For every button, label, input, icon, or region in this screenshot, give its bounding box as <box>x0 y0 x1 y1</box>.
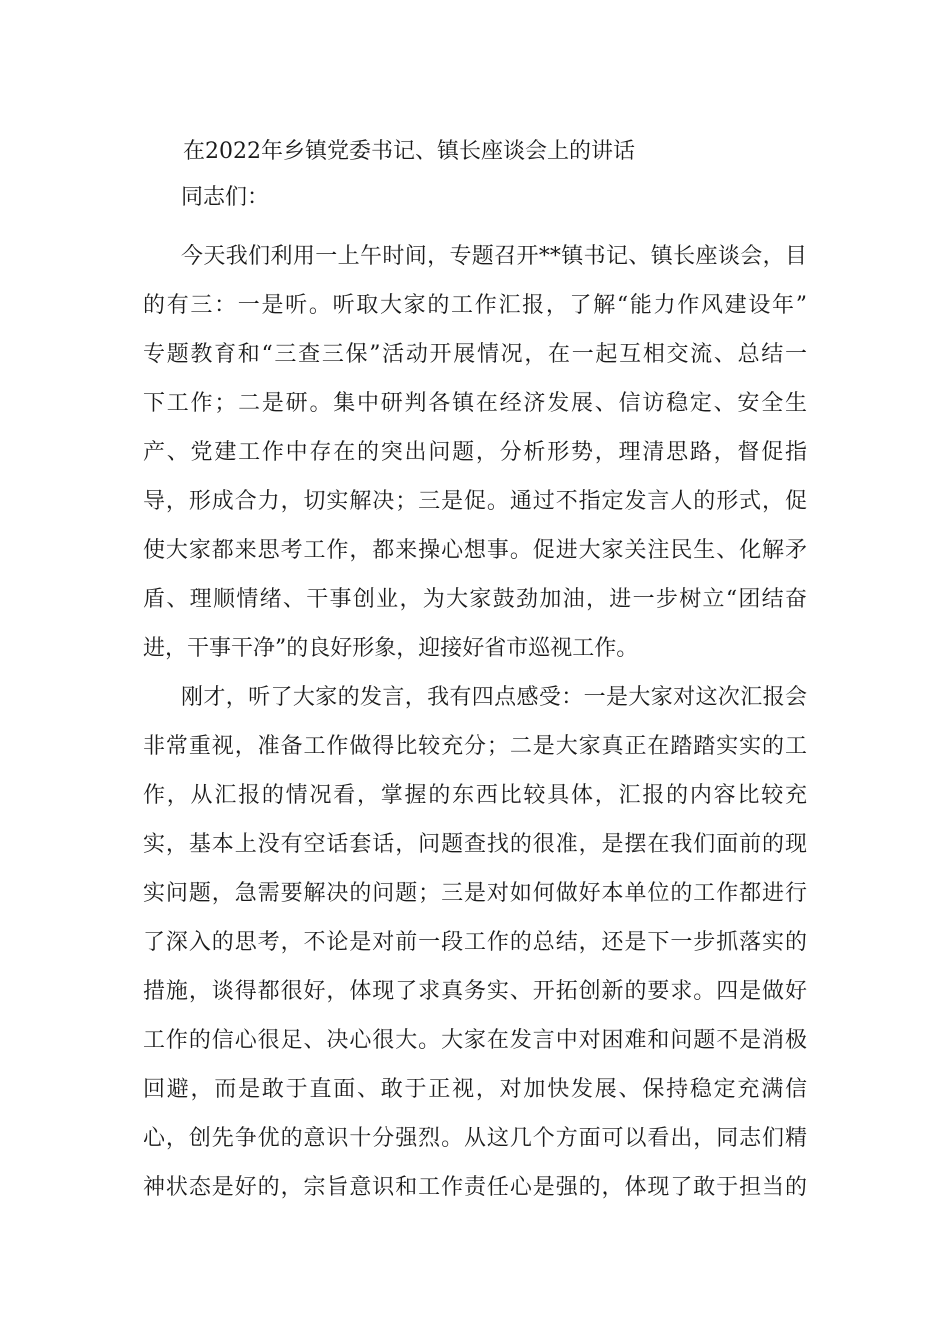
paragraph-2-line-8: 工作的信心很足、决心很大。大家在发言中对困难和问题不是消极 <box>143 1028 807 1053</box>
paragraph-1-line-9: 进，干事干净”的良好形象，迎接好省市巡视工作。 <box>143 636 639 661</box>
paragraph-2-line-11: 神状态是好的，宗旨意识和工作责任心是强的，体现了敢于担当的 <box>143 1175 807 1200</box>
paragraph-2-line-6: 了深入的思考，不论是对前一段工作的总结，还是下一步抓落实的 <box>143 930 807 955</box>
paragraph-1-line-7: 使大家都来思考工作，都来操心想事。促进大家关注民生、化解矛 <box>143 538 807 563</box>
paragraph-2-line-1: 刚才，听了大家的发言，我有四点感受：一是大家对这次汇报会 <box>181 685 807 710</box>
paragraph-1-line-5: 产、党建工作中存在的突出问题，分析形势，理清思路，督促指 <box>143 440 807 465</box>
paragraph-2-line-2: 非常重视，准备工作做得比较充分；二是大家真正在踏踏实实的工 <box>143 734 807 759</box>
paragraph-1-line-2: 的有三：一是听。听取大家的工作汇报，了解“能力作风建设年” <box>143 293 807 318</box>
paragraph-2-line-7: 措施，谈得都很好，体现了求真务实、开拓创新的要求。四是做好 <box>143 979 807 1004</box>
paragraph-1-line-6: 导，形成合力，切实解决；三是促。通过不指定发言人的形式，促 <box>143 489 807 514</box>
paragraph-2-line-9: 回避，而是敢于直面、敢于正视，对加快发展、保持稳定充满信 <box>143 1077 807 1102</box>
paragraph-1-line-1: 今天我们利用一上午时间，专题召开**镇书记、镇长座谈会，目 <box>181 244 807 269</box>
speech-title: 在2022年乡镇党委书记、镇长座谈会上的讲话 <box>183 139 635 164</box>
salutation: 同志们： <box>181 185 270 210</box>
paragraph-2-line-3: 作，从汇报的情况看，掌握的东西比较具体，汇报的内容比较充 <box>143 783 807 808</box>
paragraph-2-line-5: 实问题，急需要解决的问题；三是对如何做好本单位的工作都进行 <box>143 881 807 906</box>
paragraph-1-line-3: 专题教育和“三查三保”活动开展情况，在一起互相交流、总结一 <box>143 342 807 367</box>
paragraph-1-line-4: 下工作；二是研。集中研判各镇在经济发展、信访稳定、安全生 <box>143 391 807 416</box>
paragraph-2-line-4: 实，基本上没有空话套话，问题查找的很准，是摆在我们面前的现 <box>143 832 807 857</box>
paragraph-1-line-8: 盾、理顺情绪、干事创业，为大家鼓劲加油，进一步树立“团结奋 <box>143 587 807 612</box>
paragraph-2-line-10: 心，创先争优的意识十分强烈。从这几个方面可以看出，同志们精 <box>143 1126 807 1151</box>
